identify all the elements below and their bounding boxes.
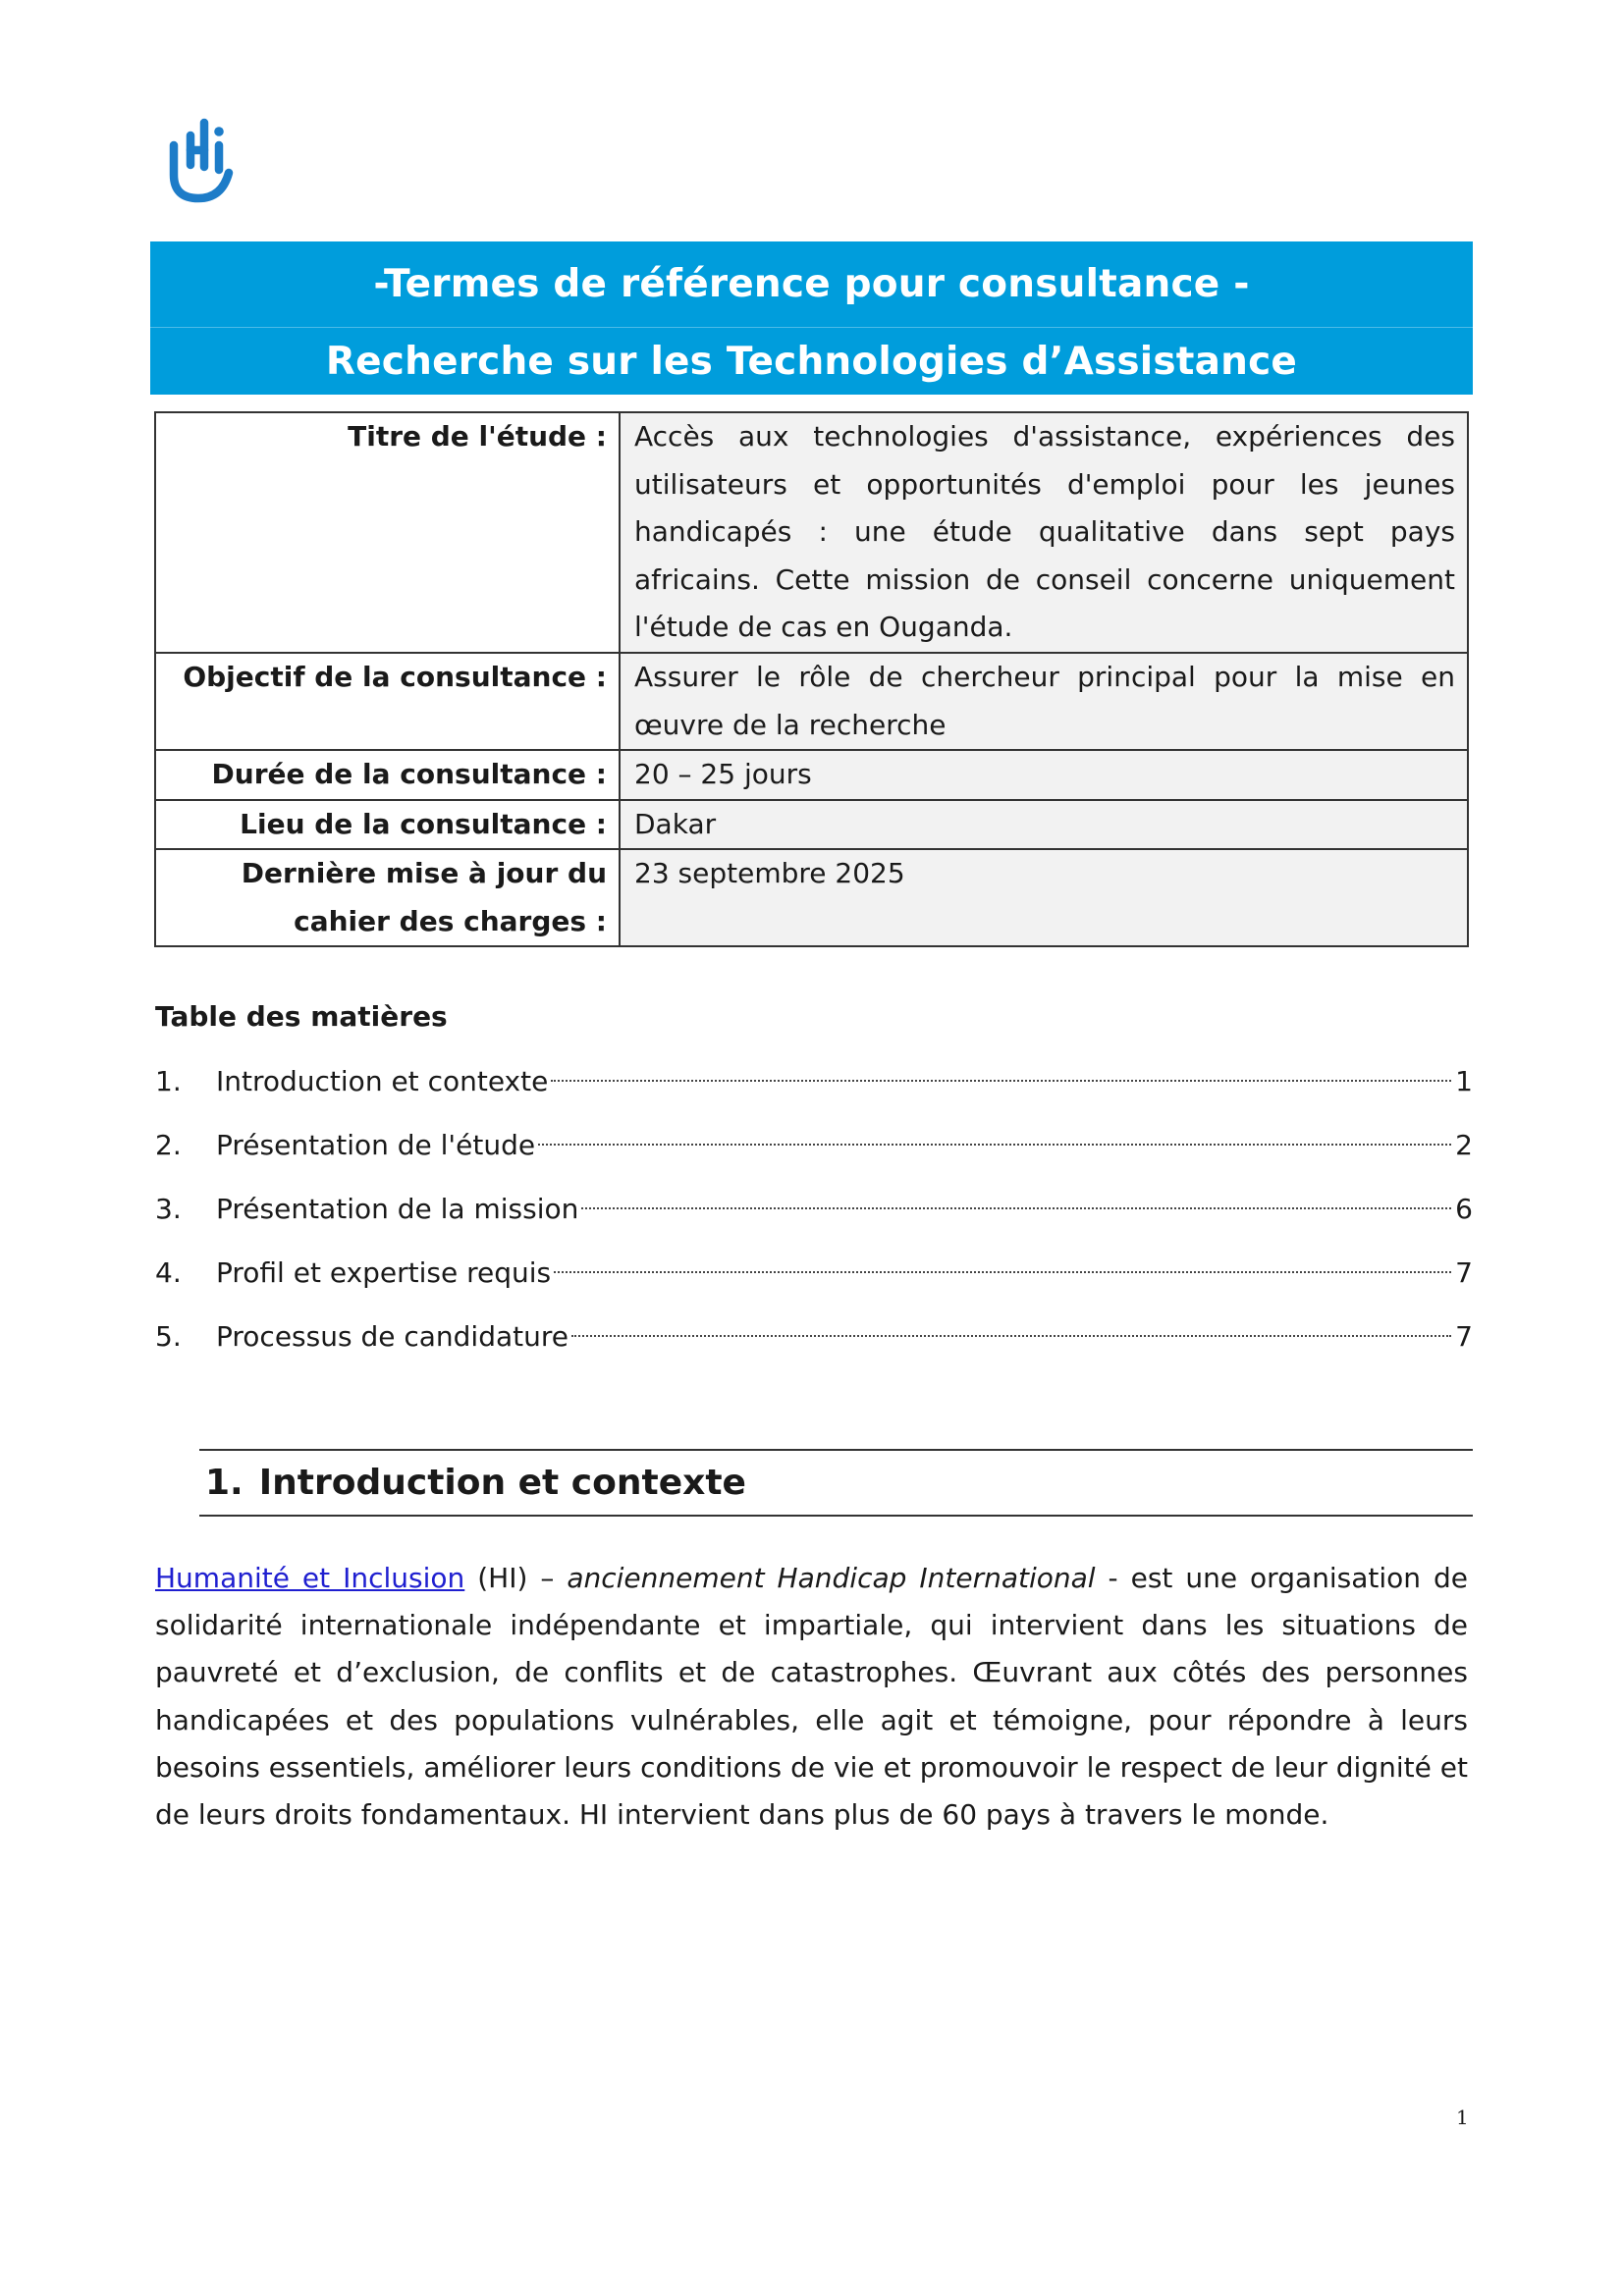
- toc-dot-leader: [581, 1207, 1451, 1209]
- toc-item-introduction[interactable]: [155, 1058, 1473, 1122]
- section-title: Introduction et contexte: [258, 1463, 746, 1503]
- study-info-table: [154, 411, 1469, 947]
- document-subtitle: Recherche sur les Technologies d’Assistance: [325, 339, 1298, 384]
- paragraph-text: (HI) –: [464, 1562, 568, 1594]
- toc-dot-leader: [551, 1080, 1451, 1082]
- hi-website-link[interactable]: Humanité et Inclusion: [155, 1562, 465, 1594]
- toc-item-page[interactable]: 7: [1455, 1256, 1473, 1289]
- toc-item-label[interactable]: Profil et expertise requis: [216, 1256, 552, 1289]
- last-update-label: Dernière mise à jour du cahier des charges :: [155, 849, 620, 946]
- document-title: -Termes de référence pour consultance -: [150, 241, 1473, 328]
- toc-item-mission-presentation[interactable]: [155, 1186, 1473, 1250]
- consultancy-objective-label: Objectif de la consultance :: [155, 653, 620, 750]
- toc-item-number: 5.: [155, 1320, 182, 1353]
- last-update-value: 23 septembre 2025: [620, 849, 1468, 946]
- page-number: 1: [1456, 2106, 1469, 2129]
- toc-dot-leader: [538, 1144, 1451, 1146]
- toc-item-number: 4.: [155, 1256, 182, 1289]
- toc-item-page[interactable]: 7: [1455, 1320, 1473, 1353]
- toc-dot-leader: [554, 1271, 1451, 1273]
- consultancy-duration-value: 20 – 25 jours: [620, 750, 1468, 800]
- consultancy-location-label: Lieu de la consultance :: [155, 800, 620, 850]
- toc-title: Table des matières: [155, 1000, 448, 1033]
- toc-item-application-process[interactable]: [155, 1313, 1473, 1377]
- toc-item-page[interactable]: 2: [1455, 1129, 1473, 1161]
- title-banner: [150, 241, 1473, 395]
- toc-item-number: 1.: [155, 1065, 182, 1097]
- table-row: [155, 750, 1468, 800]
- toc-item-study-presentation[interactable]: [155, 1122, 1473, 1186]
- table-row: [155, 412, 1468, 653]
- section-heading-introduction: [199, 1449, 1473, 1517]
- table-row: [155, 653, 1468, 750]
- consultancy-location-value: Dakar: [620, 800, 1468, 850]
- table-row: [155, 849, 1468, 946]
- toc-item-label[interactable]: Présentation de l'étude: [216, 1129, 536, 1161]
- intro-paragraph: [155, 1555, 1468, 1839]
- toc-item-page[interactable]: 6: [1455, 1193, 1473, 1225]
- toc-item-profile-expertise[interactable]: [155, 1250, 1473, 1313]
- study-title-value: Accès aux technologies d'assistance, expériences des utilisateurs et opportunités d'emploi pour les jeunes handicapés : une étude qualitative dans sept pays africains. Cette mission de conseil concerne uniquement l'étude de cas en Ouganda.: [620, 412, 1468, 653]
- consultancy-duration-label: Durée de la consultance :: [155, 750, 620, 800]
- section-number: 1.: [205, 1463, 244, 1503]
- table-of-contents: [155, 993, 1473, 1377]
- hi-hand-logo-icon: [167, 116, 238, 206]
- former-name-text: anciennement Handicap International: [567, 1562, 1096, 1594]
- toc-item-number: 2.: [155, 1129, 182, 1161]
- table-row: [155, 800, 1468, 850]
- consultancy-objective-value: Assurer le rôle de chercheur principal pour la mise en œuvre de la recherche: [620, 653, 1468, 750]
- toc-dot-leader: [571, 1335, 1451, 1337]
- toc-item-number: 3.: [155, 1193, 182, 1225]
- toc-item-label[interactable]: Processus de candidature: [216, 1320, 568, 1353]
- paragraph-text: - est une organisation de solidarité internationale indépendante et impartiale, qui intervient dans les situations de pauvreté et d’exclusion, de conflits et de catastrophes. Œuvrant aux côtés des personnes handicapées et des populations vulnérables, elle agit et témoigne, pour répondre à leurs besoins essentiels, améliorer leurs conditions de vie et promouvoir le respect de leur dignité et de leurs droits fondamentaux. HI intervient dans plus de 60 pays à travers le monde.: [155, 1562, 1468, 1832]
- toc-item-label[interactable]: Introduction et contexte: [216, 1065, 549, 1097]
- toc-item-label[interactable]: Présentation de la mission: [216, 1193, 579, 1225]
- study-title-label: Titre de l'étude :: [155, 412, 620, 653]
- toc-item-page[interactable]: 1: [1455, 1065, 1473, 1097]
